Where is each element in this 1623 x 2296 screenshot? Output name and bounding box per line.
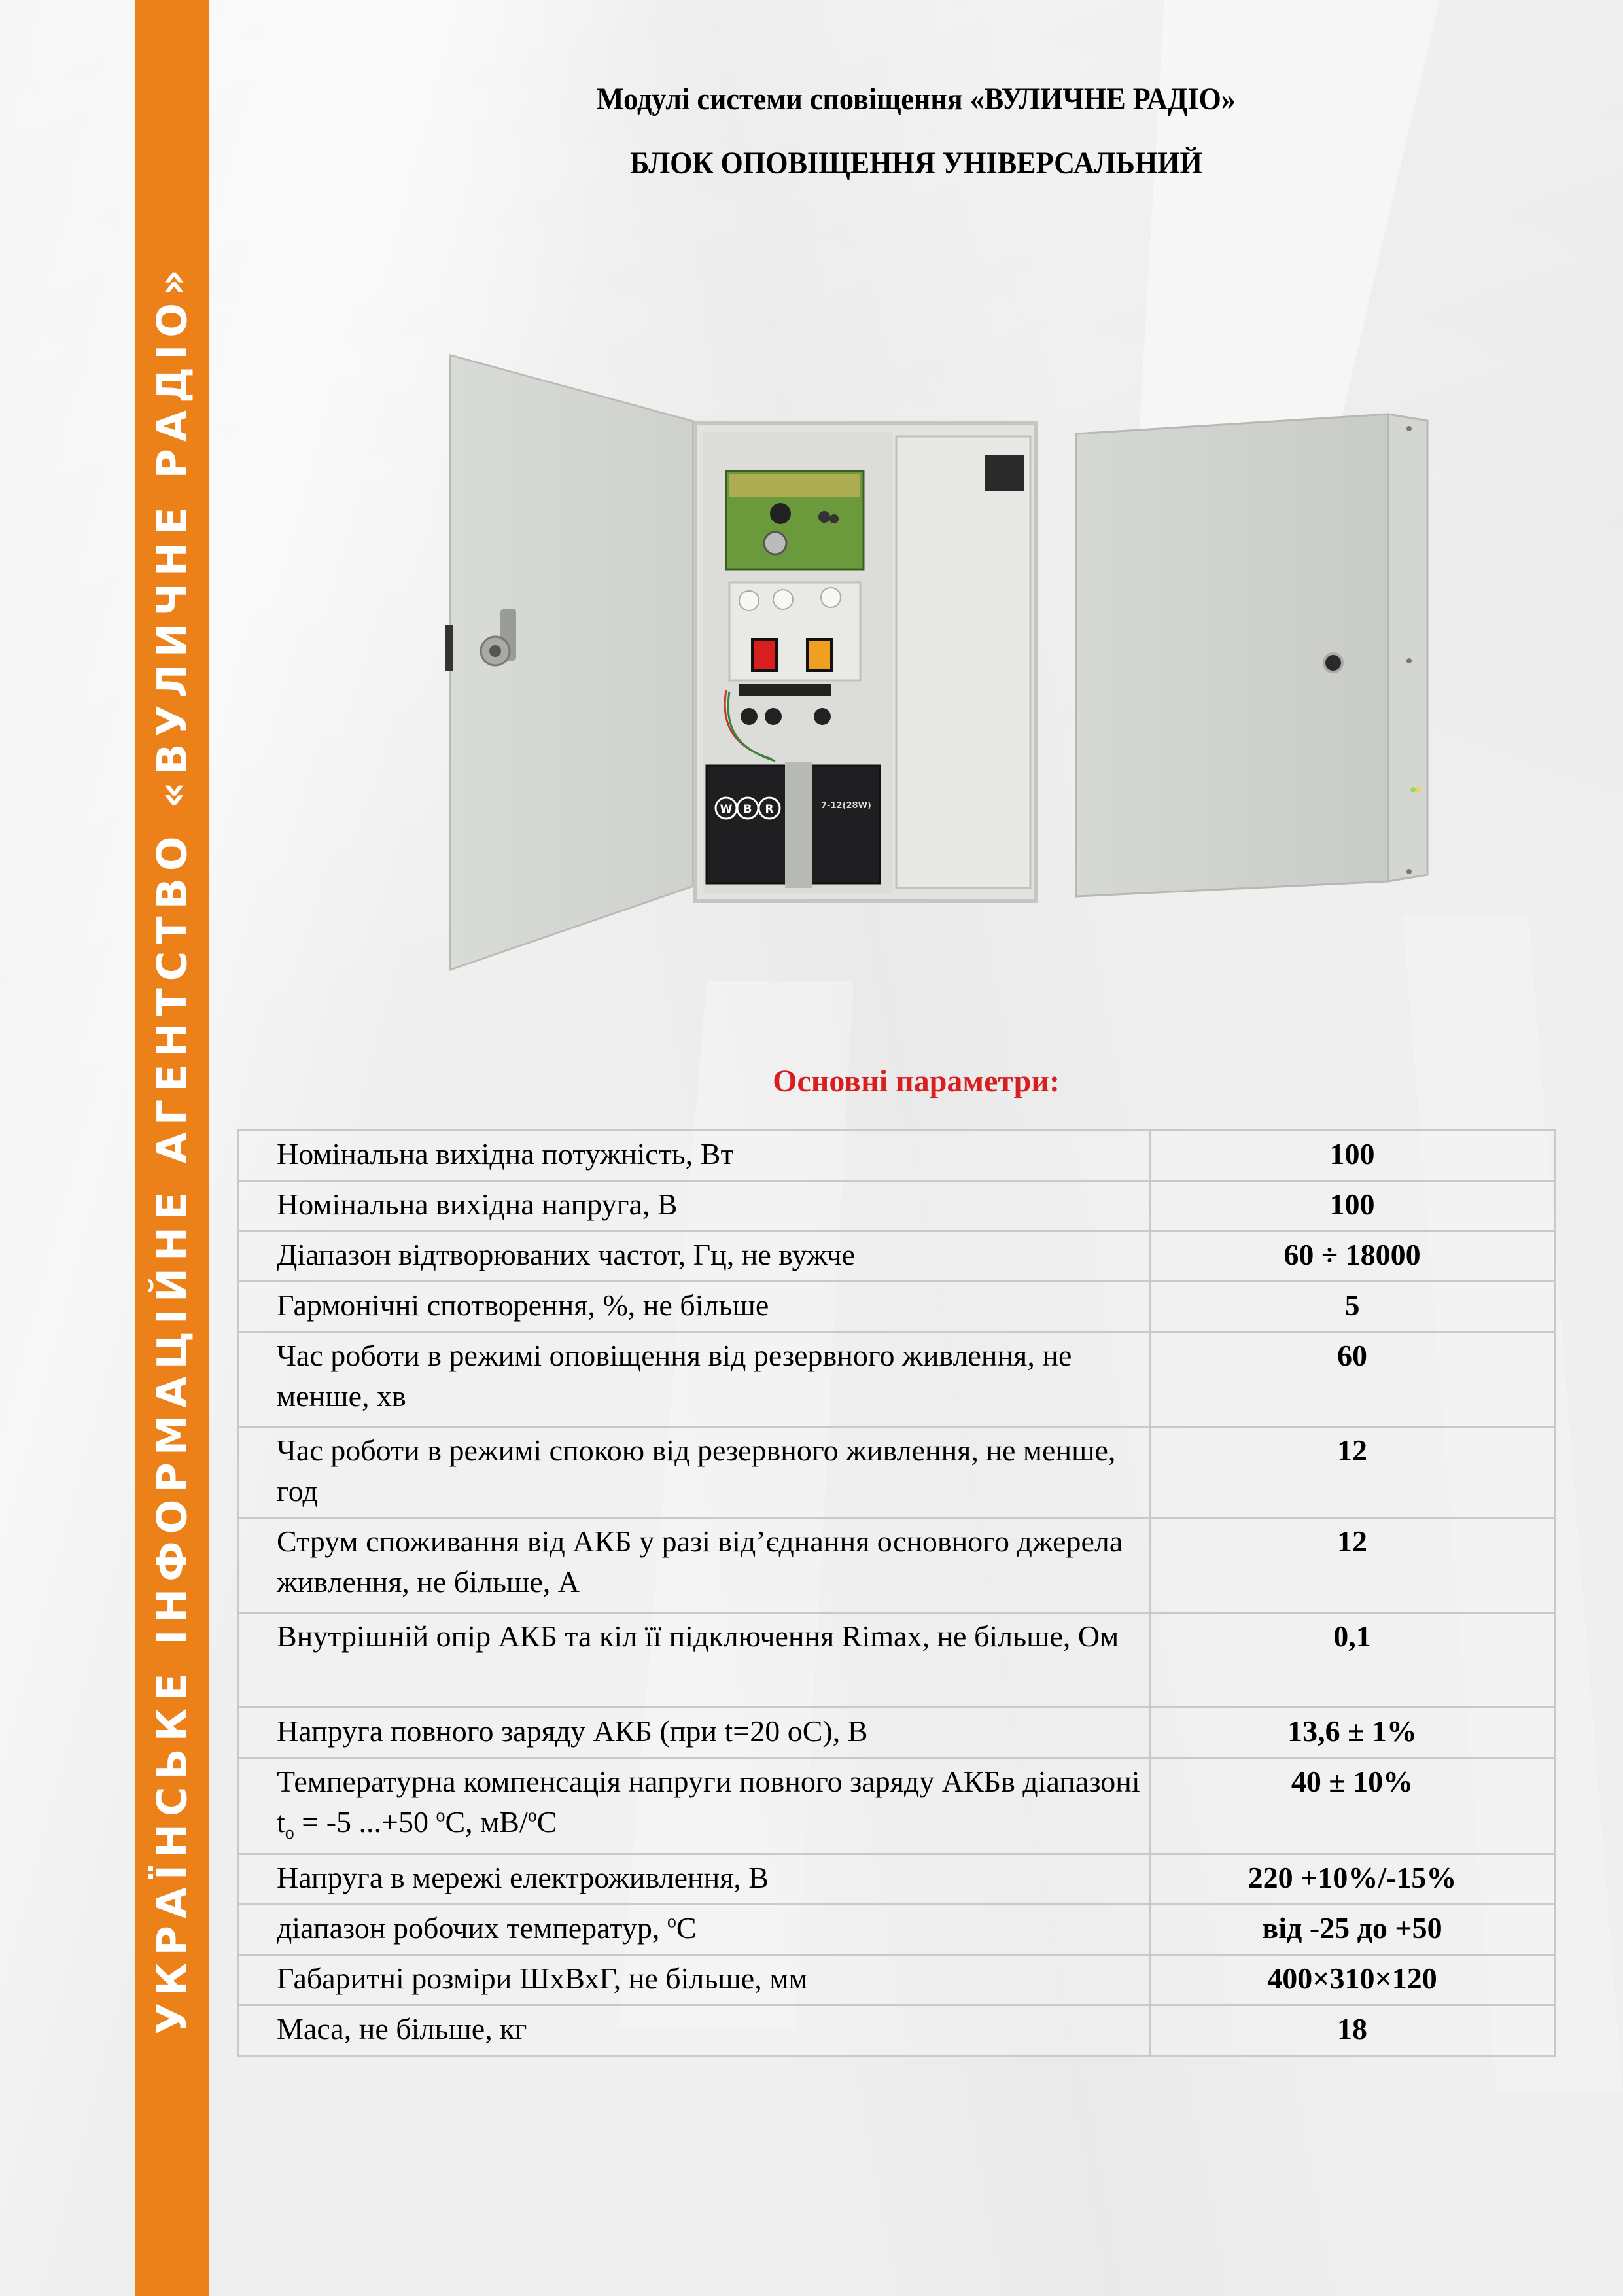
param-label: Струм споживання від АКБ у разі від’єднання основного джерела живлення, не більше, А <box>238 1518 1150 1613</box>
param-label: Номінальна вихідна напруга, В <box>238 1181 1150 1231</box>
param-value: 40 ± 10% <box>1150 1758 1555 1854</box>
status-led-icon <box>1410 787 1416 792</box>
inner-cover-plate <box>896 436 1030 888</box>
param-value: 13,6 ± 1% <box>1150 1708 1555 1758</box>
param-label: Гармонічні спотворення, %, не більше <box>238 1282 1150 1332</box>
table-row <box>238 1854 1555 1905</box>
status-led-icon <box>1416 787 1421 792</box>
table-row <box>238 1231 1555 1282</box>
param-label: Діапазон відтворюваних частот, Гц, не вужче <box>238 1231 1150 1282</box>
knob-low-icon <box>739 591 759 610</box>
table-row <box>238 1708 1555 1758</box>
side-brand-text: УКРАЇНСЬКЕ ІНФОРМАЦІЙНЕ АГЕНТСТВО «ВУЛИЧНЕ РАДІО» <box>148 262 196 2034</box>
params-table <box>237 1129 1556 2057</box>
param-value: від -25 до +50 <box>1150 1905 1555 1955</box>
param-label-text: С <box>676 1911 697 1945</box>
table-row <box>238 1613 1555 1708</box>
degree-superscript: o <box>527 1805 537 1826</box>
param-label-text: діапазон робочих температур, <box>277 1911 667 1945</box>
param-value: 220 +10%/-15% <box>1150 1854 1555 1905</box>
knob-tone-icon <box>773 590 793 609</box>
table-row <box>238 1518 1555 1613</box>
open-cabinet <box>695 423 1036 901</box>
param-value: 60 ÷ 18000 <box>1150 1231 1555 1282</box>
knob-volume-icon <box>821 588 841 607</box>
param-label-text: = -5 ...+50 <box>294 1805 436 1839</box>
param-value: 60 <box>1150 1332 1555 1427</box>
svg-text:B: B <box>743 803 752 816</box>
open-door <box>445 355 693 970</box>
door-lock-icon <box>1324 654 1342 672</box>
side-brand-bar <box>135 0 209 2296</box>
table-row <box>238 2005 1555 2056</box>
table-row <box>238 1282 1555 1332</box>
terminal-block <box>739 684 831 696</box>
degree-superscript: o <box>667 1911 676 1932</box>
param-label: Час роботи в режимі спокою від резервного живлення, не менше, год <box>238 1427 1150 1518</box>
param-label <box>238 1758 1150 1854</box>
param-label: Напруга повного заряду АКБ (при t=20 оС), В <box>238 1708 1150 1758</box>
param-value: 100 <box>1150 1181 1555 1231</box>
closed-cabinet <box>1076 414 1427 896</box>
page-subtitle: БЛОК ОПОВІЩЕННЯ УНІВЕРСАЛЬНИЙ <box>630 146 1202 181</box>
table-row <box>238 1758 1555 1854</box>
param-value: 12 <box>1150 1427 1555 1518</box>
table-row <box>238 1905 1555 1955</box>
param-label-text: Температурна компенсація напруги повного заряду АКБв діапазоні t <box>277 1765 1140 1839</box>
table-row <box>238 1427 1555 1518</box>
param-value: 400×310×120 <box>1150 1955 1555 2005</box>
table-row <box>238 1955 1555 2005</box>
degree-superscript: o <box>436 1805 445 1826</box>
product-photo <box>432 350 1439 972</box>
table-row <box>238 1131 1555 1181</box>
param-label: Напруга в мережі електроживлення, В <box>238 1854 1150 1905</box>
param-label <box>238 1905 1150 1955</box>
param-label: Габаритні розміри ШхВхГ, не більше, мм <box>238 1955 1150 2005</box>
param-value: 100 <box>1150 1131 1555 1181</box>
table-row <box>238 1332 1555 1427</box>
param-label: Маса, не більше, кг <box>238 2005 1150 2056</box>
param-value: 12 <box>1150 1518 1555 1613</box>
table-row <box>238 1181 1555 1231</box>
param-label-text: С, мВ/ <box>445 1805 528 1839</box>
param-label: Номінальна вихідна потужність, Вт <box>238 1131 1150 1181</box>
page-title: Модулі системи сповіщення «ВУЛИЧНЕ РАДІО» <box>597 82 1236 116</box>
param-label-text: С <box>536 1805 557 1839</box>
svg-text:W: W <box>720 803 733 816</box>
subscript: o <box>285 1823 294 1844</box>
params-heading: Основні параметри: <box>773 1064 1060 1099</box>
param-label: Час роботи в режимі оповіщення від резервного живлення, не менше, хв <box>238 1332 1150 1427</box>
svg-text:7-12(28W): 7-12(28W) <box>821 801 871 811</box>
svg-text:R: R <box>765 803 774 816</box>
param-value: 18 <box>1150 2005 1555 2056</box>
param-value: 5 <box>1150 1282 1555 1332</box>
param-label: Внутрішній опір АКБ та кіл її підключення Rimax, не більше, Ом <box>238 1613 1150 1708</box>
param-value: 0,1 <box>1150 1613 1555 1708</box>
